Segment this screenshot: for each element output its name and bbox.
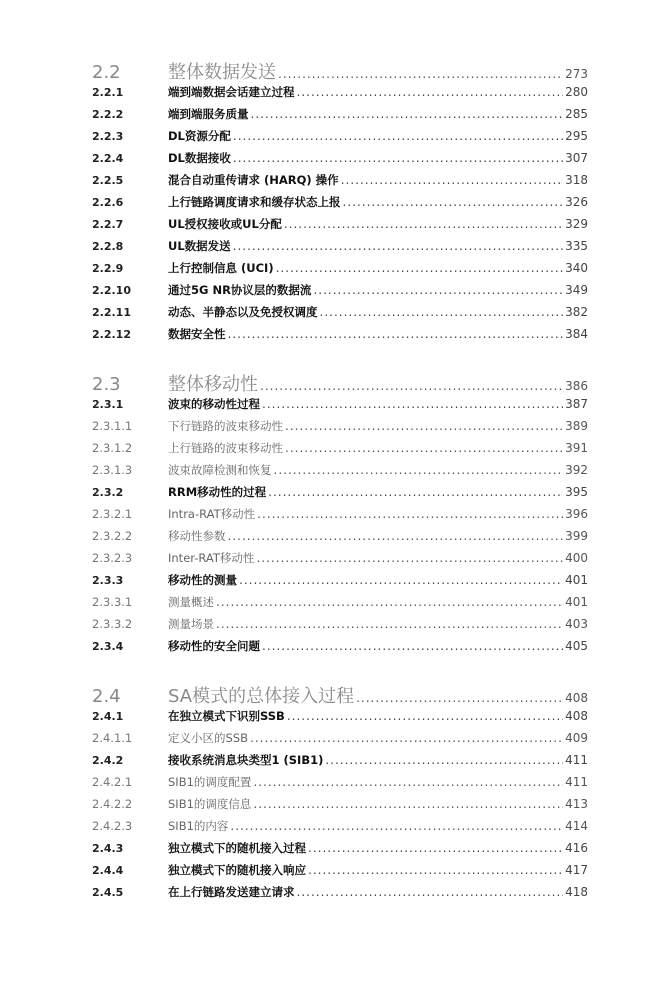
- dot-leader: [278, 67, 563, 81]
- dot-leader: [239, 573, 563, 587]
- entry-page: 280: [565, 85, 588, 99]
- entry-page: 285: [565, 107, 588, 121]
- entry-number: 2.3.4: [92, 640, 124, 653]
- entry-title: 接收系统消息块类型1 (SIB1): [168, 753, 324, 767]
- entry-page: 401: [565, 573, 588, 587]
- entry-number: 2.2.2: [92, 108, 124, 121]
- entry-page: 413: [565, 797, 588, 811]
- toc-entry[interactable]: [92, 326, 588, 348]
- entry-page: 416: [565, 841, 588, 855]
- entry-page: 408: [565, 709, 588, 723]
- section-number: 2.4: [92, 686, 121, 707]
- dot-leader: [216, 595, 563, 609]
- entry-title: UL数据发送: [168, 239, 231, 253]
- toc-entry[interactable]: [92, 260, 588, 282]
- entry-page: 349: [565, 283, 588, 297]
- entry-page: 417: [565, 863, 588, 877]
- toc-entry[interactable]: [92, 550, 588, 572]
- entry-title: 数据安全性: [168, 327, 226, 341]
- entry-page: 295: [565, 129, 588, 143]
- entry-title: 移动性的测量: [168, 573, 237, 587]
- dot-leader: [250, 731, 563, 745]
- dot-leader: [262, 639, 563, 653]
- entry-title: 移动性参数: [168, 529, 226, 543]
- entry-page: 340: [565, 261, 588, 275]
- entry-title: 测量场景: [168, 617, 214, 631]
- entry-title: 独立模式下的随机接入响应: [168, 863, 306, 877]
- dot-leader: [297, 885, 564, 899]
- entry-title: 测量概述: [168, 595, 214, 609]
- toc-entry[interactable]: [92, 730, 588, 752]
- entry-number: 2.3.2.3: [92, 551, 133, 565]
- dot-leader: [262, 397, 563, 411]
- section-spacer: [92, 348, 588, 370]
- table-of-contents: [92, 58, 588, 906]
- entry-page: 387: [565, 397, 588, 411]
- dot-leader: [233, 151, 563, 165]
- dot-leader: [297, 85, 564, 99]
- toc-entry[interactable]: [92, 818, 588, 840]
- entry-title: 定义小区的SSB: [168, 731, 248, 745]
- dot-leader: [251, 107, 564, 121]
- dot-leader: [260, 379, 563, 393]
- section-page: 408: [565, 691, 588, 705]
- entry-title: DL资源分配: [168, 129, 231, 143]
- entry-number: 2.4.1.1: [92, 731, 133, 745]
- dot-leader: [233, 129, 563, 143]
- entry-page: 329: [565, 217, 588, 231]
- entry-title: 动态、半静态以及免授权调度: [168, 305, 318, 319]
- entry-page: 318: [565, 173, 588, 187]
- entry-number: 2.3.1.2: [92, 441, 133, 455]
- entry-title: SIB1的调度信息: [168, 797, 252, 811]
- entry-number: 2.3.3.1: [92, 595, 133, 609]
- entry-title: 波束故障检测和恢复: [168, 463, 272, 477]
- toc-entry[interactable]: [92, 862, 588, 884]
- entry-title: 端到端服务质量: [168, 107, 249, 121]
- entry-title: 移动性的安全问题: [168, 639, 260, 653]
- entry-page: 395: [565, 485, 588, 499]
- dot-leader: [253, 775, 563, 789]
- entry-page: 335: [565, 239, 588, 253]
- entry-number: 2.3.1.1: [92, 419, 133, 433]
- entry-title: SIB1的调度配置: [168, 775, 252, 789]
- entry-title: 在独立模式下识别SSB: [168, 709, 285, 723]
- entry-page: 307: [565, 151, 588, 165]
- entry-page: 326: [565, 195, 588, 209]
- section-page: 386: [565, 379, 588, 393]
- dot-leader: [313, 283, 563, 297]
- toc-entry[interactable]: [92, 638, 588, 660]
- entry-title: SIB1的内容: [168, 819, 229, 833]
- entry-number: 2.4.2: [92, 754, 124, 767]
- entry-number: 2.2.6: [92, 196, 124, 209]
- entry-page: 409: [565, 731, 588, 745]
- toc-entry[interactable]: [92, 484, 588, 506]
- entry-number: 2.3.2: [92, 486, 124, 499]
- entry-page: 411: [565, 775, 588, 789]
- toc-entry[interactable]: [92, 616, 588, 638]
- section-number: 2.2: [92, 62, 121, 83]
- entry-number: 2.4.2.2: [92, 797, 133, 811]
- section-title: SA模式的总体接入过程: [168, 686, 355, 707]
- toc-entry[interactable]: [92, 440, 588, 462]
- entry-page: 400: [565, 551, 588, 565]
- toc-entry[interactable]: [92, 216, 588, 238]
- entry-page: 414: [565, 819, 588, 833]
- dot-leader: [308, 863, 563, 877]
- toc-entry[interactable]: [92, 840, 588, 862]
- dot-leader: [228, 529, 564, 543]
- dot-leader: [257, 507, 563, 521]
- entry-number: 2.4.2.3: [92, 819, 133, 833]
- entry-number: 2.2.11: [92, 306, 131, 319]
- toc-entry[interactable]: [92, 528, 588, 550]
- entry-page: 418: [565, 885, 588, 899]
- entry-page: 396: [565, 507, 588, 521]
- entry-title: 端到端数据会话建立过程: [168, 85, 295, 99]
- entry-title: 通过5G NR协议层的数据流: [168, 283, 312, 297]
- entry-number: 2.2.4: [92, 152, 124, 165]
- section-page: 273: [565, 67, 588, 81]
- dot-leader: [285, 441, 563, 455]
- entry-title: 独立模式下的随机接入过程: [168, 841, 306, 855]
- entry-page: 389: [565, 419, 588, 433]
- toc-entry[interactable]: [92, 506, 588, 528]
- entry-page: 405: [565, 639, 588, 653]
- entry-title: Intra-RAT移动性: [168, 507, 256, 521]
- entry-number: 2.3.2.1: [92, 507, 133, 521]
- entry-number: 2.2.8: [92, 240, 124, 253]
- toc-entry[interactable]: [92, 462, 588, 484]
- entry-page: 384: [565, 327, 588, 341]
- toc-entry[interactable]: [92, 282, 588, 304]
- toc-entry[interactable]: [92, 796, 588, 818]
- entry-number: 2.2.5: [92, 174, 124, 187]
- dot-leader: [320, 305, 564, 319]
- toc-entry[interactable]: [92, 84, 588, 106]
- entry-title: 混合自动重传请求 (HARQ) 操作: [168, 173, 339, 187]
- toc-entry[interactable]: [92, 194, 588, 216]
- dot-leader: [230, 819, 563, 833]
- toc-section-header[interactable]: [92, 58, 588, 84]
- toc-entry[interactable]: [92, 396, 588, 418]
- dot-leader: [268, 485, 563, 499]
- dot-leader: [341, 173, 563, 187]
- dot-leader: [216, 617, 563, 631]
- entry-number: 2.3.1.3: [92, 463, 133, 477]
- entry-page: 411: [565, 753, 588, 767]
- entry-page: 403: [565, 617, 588, 631]
- entry-page: 399: [565, 529, 588, 543]
- entry-page: 392: [565, 463, 588, 477]
- toc-entry[interactable]: [92, 884, 588, 906]
- entry-number: 2.4.2.1: [92, 775, 133, 789]
- entry-title: 上行链路调度请求和缓存状态上报: [168, 195, 341, 209]
- entry-page: 401: [565, 595, 588, 609]
- toc-entry[interactable]: [92, 752, 588, 774]
- dot-leader: [285, 419, 563, 433]
- entry-title: 波束的移动性过程: [168, 397, 260, 411]
- toc-entry[interactable]: [92, 238, 588, 260]
- toc-entry[interactable]: [92, 304, 588, 326]
- entry-number: 2.3.1: [92, 398, 124, 411]
- entry-number: 2.2.3: [92, 130, 124, 143]
- dot-leader: [233, 239, 563, 253]
- entry-page: 382: [565, 305, 588, 319]
- toc-section-header[interactable]: [92, 682, 588, 708]
- entry-number: 2.3.3.2: [92, 617, 133, 631]
- section-number: 2.3: [92, 374, 121, 395]
- dot-leader: [253, 797, 563, 811]
- toc-entry[interactable]: [92, 594, 588, 616]
- dot-leader: [274, 463, 564, 477]
- dot-leader: [287, 709, 563, 723]
- entry-title: DL数据接收: [168, 151, 231, 165]
- entry-number: 2.4.3: [92, 842, 124, 855]
- dot-leader: [256, 551, 563, 565]
- entry-number: 2.2.7: [92, 218, 124, 231]
- dot-leader: [325, 753, 563, 767]
- toc-entry[interactable]: [92, 708, 588, 730]
- dot-leader: [284, 217, 563, 231]
- entry-number: 2.4.4: [92, 864, 124, 877]
- section-spacer: [92, 660, 588, 682]
- toc-entry[interactable]: [92, 774, 588, 796]
- toc-entry[interactable]: [92, 128, 588, 150]
- entry-number: 2.2.9: [92, 262, 124, 275]
- dot-leader: [276, 261, 564, 275]
- toc-section-header[interactable]: [92, 370, 588, 396]
- section-title: 整体数据发送: [168, 62, 276, 83]
- toc-entry[interactable]: [92, 572, 588, 594]
- section-title: 整体移动性: [168, 374, 258, 395]
- dot-leader: [228, 327, 564, 341]
- entry-title: Inter-RAT移动性: [168, 551, 255, 565]
- entry-number: 2.2.12: [92, 328, 131, 341]
- entry-number: 2.3.2.2: [92, 529, 133, 543]
- toc-entry[interactable]: [92, 418, 588, 440]
- toc-entry[interactable]: [92, 150, 588, 172]
- entry-page: 391: [565, 441, 588, 455]
- entry-number: 2.2.10: [92, 284, 131, 297]
- entry-title: 在上行链路发送建立请求: [168, 885, 295, 899]
- entry-title: 下行链路的波束移动性: [168, 419, 283, 433]
- entry-title: UL授权接收或UL分配: [168, 217, 282, 231]
- entry-title: 上行控制信息 (UCI): [168, 261, 274, 275]
- entry-number: 2.3.3: [92, 574, 124, 587]
- toc-entry[interactable]: [92, 172, 588, 194]
- dot-leader: [308, 841, 563, 855]
- entry-title: 上行链路的波束移动性: [168, 441, 283, 455]
- toc-entry[interactable]: [92, 106, 588, 128]
- entry-title: RRM移动性的过程: [168, 485, 267, 499]
- entry-number: 2.2.1: [92, 86, 124, 99]
- dot-leader: [356, 691, 563, 705]
- entry-number: 2.4.1: [92, 710, 124, 723]
- entry-number: 2.4.5: [92, 886, 124, 899]
- dot-leader: [343, 195, 564, 209]
